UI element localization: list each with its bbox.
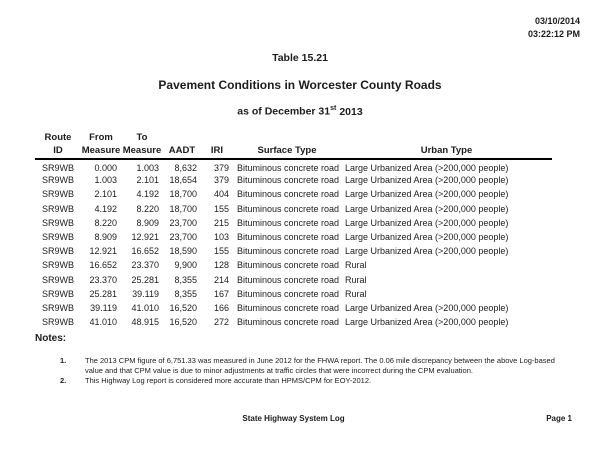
to-measure-cell: 48.915 [131, 317, 159, 328]
from-measure-cell: 2.101 [94, 189, 117, 200]
route-id-cell: SR9WB [41, 274, 74, 285]
print-date: 03/10/2014 [534, 16, 580, 26]
urban-type-cell: Large Urbanized Area (>200,000 people) [345, 246, 509, 257]
route-id-cell: SR9WB [41, 217, 74, 228]
to-measure-cell: 8.909 [136, 217, 159, 228]
aadt-cell: 18,654 [169, 175, 197, 186]
aadt-cell: 18,700 [169, 189, 197, 200]
route-id-cell: SR9WB [41, 260, 74, 271]
surface-type-cell: Bituminous concrete road [237, 274, 340, 285]
from-measure-cell: 4.192 [94, 203, 117, 214]
to-measure-cell: 1.003 [136, 163, 159, 174]
footer-page-number: Page 1 [546, 414, 572, 423]
surface-type-cell: Bituminous concrete road [237, 260, 340, 271]
table-row [35, 159, 552, 173]
table-row [35, 173, 552, 187]
print-time: 03:22:12 PM [527, 29, 580, 39]
table-row [35, 244, 552, 258]
note-text: This Highway Log report is considered more accurate than HPMS/CPM for EOY-2012. [85, 376, 372, 385]
iri-cell: 128 [213, 260, 229, 271]
urban-type-cell: Large Urbanized Area (>200,000 people) [345, 217, 509, 228]
from-measure-cell: 25.281 [89, 288, 117, 299]
aadt-cell: 9,900 [174, 260, 197, 271]
note-item [60, 356, 558, 375]
aadt-cell: 18,700 [169, 203, 197, 214]
print-timestamp [528, 15, 580, 41]
surface-type-cell: Bituminous concrete road [237, 302, 340, 313]
table-row [35, 187, 552, 201]
to-measure-cell: 39.119 [132, 288, 159, 299]
notes-list [60, 356, 558, 387]
surface-type-cell: Bituminous concrete road [237, 217, 340, 228]
from-measure-cell: 8.220 [94, 217, 117, 228]
column-header-to-measure: To Measure [121, 131, 163, 159]
surface-type-cell: Bituminous concrete road [237, 246, 340, 257]
table-row [35, 315, 552, 329]
urban-type-cell: Large Urbanized Area (>200,000 people) [345, 232, 509, 243]
aadt-cell: 18,590 [169, 246, 197, 257]
from-measure-cell: 0.000 [94, 163, 117, 174]
route-id-cell: SR9WB [41, 232, 74, 243]
iri-cell: 103 [213, 232, 229, 243]
iri-cell: 215 [213, 217, 229, 228]
table-header [35, 131, 552, 159]
iri-cell: 167 [213, 288, 229, 299]
aadt-cell: 8,355 [174, 274, 197, 285]
pavement-table-body [35, 159, 552, 329]
urban-type-cell: Rural [345, 260, 367, 271]
note-text: The 2013 CPM figure of 6,751.33 was measured in June 2012 for the FHWA report. The 0.06 mile discrepancy between the above Log-based value and that CPM value is due to minor adjustments at traffic circles that were incorrect during the CPM evaluation. [85, 356, 555, 375]
column-header-surface-type: Surface Type [233, 131, 341, 159]
to-measure-cell: 23.370 [131, 260, 159, 271]
from-measure-cell: 8.909 [94, 232, 117, 243]
table-row [35, 202, 552, 216]
to-measure-cell: 4.192 [136, 189, 159, 200]
table-row [35, 301, 552, 315]
aadt-cell: 16,520 [169, 302, 197, 313]
subtitle-suffix: 2013 [339, 105, 363, 118]
table-row [35, 287, 552, 301]
iri-cell: 155 [213, 203, 229, 214]
surface-type-cell: Bituminous concrete road [237, 317, 340, 328]
to-measure-cell: 12.921 [131, 232, 159, 243]
route-id-cell: SR9WB [41, 288, 74, 299]
route-id-cell: SR9WB [41, 246, 74, 257]
route-id-cell: SR9WB [41, 317, 74, 328]
from-measure-cell: 41.010 [89, 317, 117, 328]
iri-cell: 166 [213, 302, 229, 313]
surface-type-cell: Bituminous concrete road [237, 189, 340, 200]
iri-cell: 155 [213, 246, 229, 257]
to-measure-cell: 25.281 [131, 274, 159, 285]
table-row [35, 216, 552, 230]
column-header-from-measure: From Measure [81, 131, 121, 159]
urban-type-cell: Rural [345, 288, 367, 299]
aadt-cell: 23,700 [169, 232, 197, 243]
iri-cell: 379 [213, 163, 229, 174]
table-row [35, 230, 552, 244]
urban-type-cell: Large Urbanized Area (>200,000 people) [345, 189, 509, 200]
column-header-aadt: AADT [163, 131, 201, 159]
route-id-cell: SR9WB [41, 163, 74, 174]
iri-cell: 404 [213, 189, 229, 200]
route-id-cell: SR9WB [41, 189, 74, 200]
column-header-route-id: Route ID [35, 131, 81, 159]
iri-cell: 379 [213, 175, 229, 186]
route-id-cell: SR9WB [41, 175, 74, 186]
surface-type-cell: Bituminous concrete road [237, 203, 340, 214]
route-id-cell: SR9WB [41, 203, 74, 214]
column-header-iri: IRI [201, 131, 233, 159]
to-measure-cell: 2.101 [136, 175, 159, 186]
table-row [35, 258, 552, 272]
notes-heading: Notes: [35, 333, 67, 344]
urban-type-cell: Large Urbanized Area (>200,000 people) [345, 317, 509, 328]
table-number: Table 15.21 [272, 52, 328, 64]
route-id-cell: SR9WB [41, 302, 74, 313]
aadt-cell: 8,632 [174, 163, 197, 174]
from-measure-cell: 16.652 [89, 260, 117, 271]
surface-type-cell: Bituminous concrete road [237, 232, 340, 243]
surface-type-cell: Bituminous concrete road [237, 163, 340, 174]
urban-type-cell: Large Urbanized Area (>200,000 people) [345, 175, 509, 186]
aadt-cell: 16,520 [169, 317, 197, 328]
note-item [60, 376, 558, 386]
subtitle-prefix: as of December 31 [237, 105, 331, 118]
column-header-urban-type: Urban Type [341, 131, 552, 159]
urban-type-cell: Large Urbanized Area (>200,000 people) [345, 302, 509, 313]
urban-type-cell: Large Urbanized Area (>200,000 people) [345, 203, 509, 214]
aadt-cell: 8,355 [174, 288, 197, 299]
pavement-conditions-table [35, 131, 552, 329]
note-number: 2. [60, 376, 67, 385]
note-number: 1. [60, 356, 67, 365]
page-subtitle [0, 105, 600, 118]
iri-cell: 272 [213, 317, 229, 328]
to-measure-cell: 41.010 [131, 302, 159, 313]
footer-report-name: State Highway System Log [242, 414, 345, 423]
surface-type-cell: Bituminous concrete road [237, 288, 340, 299]
urban-type-cell: Large Urbanized Area (>200,000 people) [345, 163, 509, 174]
table-row [35, 273, 552, 287]
from-measure-cell: 1.003 [94, 175, 117, 186]
to-measure-cell: 8.220 [136, 203, 159, 214]
page-title: Pavement Conditions in Worcester County Roads [158, 78, 442, 92]
from-measure-cell: 12.921 [89, 246, 117, 257]
from-measure-cell: 39.119 [90, 302, 117, 313]
iri-cell: 214 [213, 274, 229, 285]
aadt-cell: 23,700 [169, 217, 197, 228]
urban-type-cell: Rural [345, 274, 367, 285]
from-measure-cell: 23.370 [89, 274, 117, 285]
to-measure-cell: 16.652 [131, 246, 159, 257]
subtitle-superscript: st [330, 105, 337, 112]
surface-type-cell: Bituminous concrete road [237, 175, 340, 186]
